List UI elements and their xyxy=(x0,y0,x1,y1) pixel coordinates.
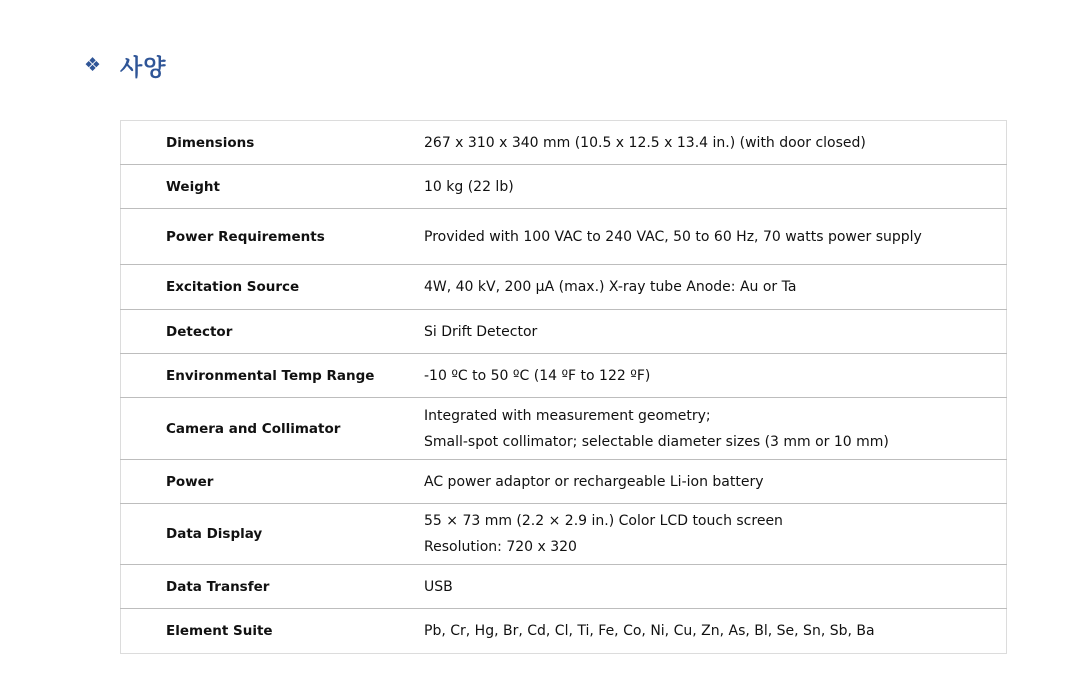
spec-label: Camera and Collimator xyxy=(121,398,425,460)
spec-value-line: AC power adaptor or rechargeable Li-ion battery xyxy=(424,473,764,490)
spec-label: Power Requirements xyxy=(121,209,425,265)
spec-value xyxy=(424,609,1007,654)
spec-value xyxy=(424,460,1007,504)
spec-value-line: USB xyxy=(424,578,453,595)
spec-value-line: 55 × 73 mm (2.2 × 2.9 in.) Color LCD touch screen xyxy=(424,513,783,529)
spec-value-line: Small-spot collimator; selectable diameter sizes (3 mm or 10 mm) xyxy=(424,433,889,450)
spec-value-line: 4W, 40 kV, 200 μA (max.) X-ray tube Anode: Au or Ta xyxy=(424,279,797,295)
spec-value-line: Resolution: 720 x 320 xyxy=(424,539,577,555)
spec-value xyxy=(424,265,1007,310)
spec-value-line: Si Drift Detector xyxy=(424,323,538,340)
spec-row xyxy=(121,209,1007,265)
spec-row xyxy=(121,354,1007,398)
spec-value-line: Pb, Cr, Hg, Br, Cd, Cl, Ti, Fe, Co, Ni, Cu, Zn, As, Bl, Se, Sn, Sb, Ba xyxy=(424,623,875,639)
spec-value-line: Provided with 100 VAC to 240 VAC, 50 to 60 Hz, 70 watts power supply xyxy=(424,228,922,245)
spec-value-line: -10 ºC to 50 ºC (14 ºF to 122 ºF) xyxy=(424,367,651,384)
spec-label: Element Suite xyxy=(121,609,425,654)
spec-row xyxy=(121,398,1007,460)
spec-value xyxy=(424,209,1007,265)
diamond-cluster-icon: ❖ xyxy=(84,53,102,76)
spec-value xyxy=(424,565,1007,609)
spec-label: Excitation Source xyxy=(121,265,425,310)
spec-row xyxy=(121,504,1007,565)
spec-value xyxy=(424,121,1007,165)
spec-label: Environmental Temp Range xyxy=(121,354,425,398)
section-heading xyxy=(84,48,166,82)
spec-row xyxy=(121,460,1007,504)
spec-label: Data Display xyxy=(121,504,425,565)
spec-row xyxy=(121,565,1007,609)
spec-value-line: Integrated with measurement geometry; xyxy=(424,407,711,424)
spec-row xyxy=(121,265,1007,310)
spec-value-line: 10 kg (22 lb) xyxy=(424,178,514,195)
spec-value xyxy=(424,504,1007,565)
spec-value xyxy=(424,310,1007,354)
spec-label: Weight xyxy=(121,165,425,209)
spec-label: Power xyxy=(121,460,425,504)
spec-label: Dimensions xyxy=(166,134,255,151)
spec-label: Data Transfer xyxy=(121,565,425,609)
spec-label: Detector xyxy=(121,310,425,354)
spec-value-line: 267 x 310 x 340 mm (10.5 x 12.5 x 13.4 in.) (with door closed) xyxy=(424,134,866,151)
spec-value xyxy=(424,354,1007,398)
spec-value xyxy=(424,165,1007,209)
spec-row xyxy=(121,310,1007,354)
spec-value xyxy=(424,398,1007,460)
spec-row xyxy=(121,121,1007,165)
section-title: 사양 xyxy=(120,54,167,81)
spec-row xyxy=(121,165,1007,209)
spec-row xyxy=(121,609,1007,654)
spec-table xyxy=(120,120,1007,654)
